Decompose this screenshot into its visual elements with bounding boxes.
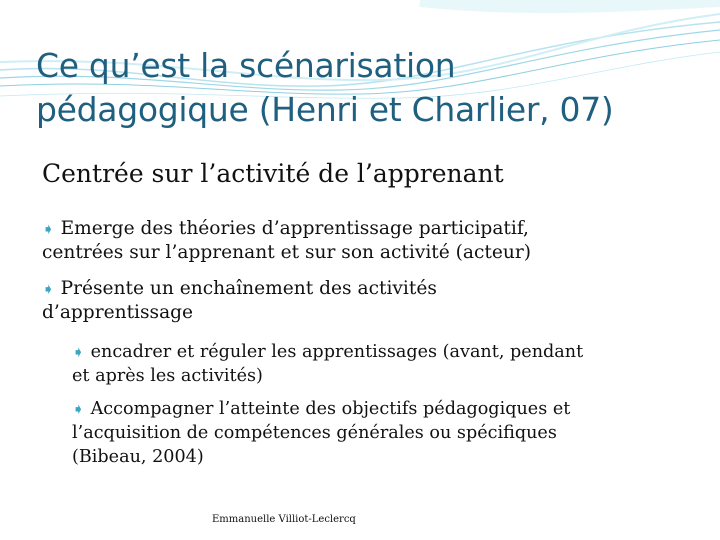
sub-bullet-1-line-2: et après les activités) (72, 366, 263, 386)
bullet-item-2 (42, 277, 682, 325)
curved-arrow-bullet-icon: ➧ (72, 343, 85, 361)
sub-bullet-2-line-1: Accompagner l’atteinte des objectifs pédagogiques et (90, 399, 571, 419)
curved-arrow-bullet-icon: ➧ (42, 280, 55, 298)
sub-bullet-item-2 (72, 397, 702, 469)
curved-arrow-bullet-icon: ➧ (42, 220, 55, 238)
slide-subtitle: Centrée sur l’activité de l’apprenant (42, 159, 504, 188)
slide-title-line-2: pédagogique (Henri et Charlier, 07) (36, 90, 614, 129)
bullet-2-line-2: d’apprentissage (42, 302, 194, 323)
footer-author: Emmanuelle Villiot-Leclercq (212, 514, 356, 525)
bullet-item-1 (42, 217, 682, 265)
sub-bullet-2-line-2: l’acquisition de compétences générales ou spécifiques (72, 423, 557, 443)
bullet-1-line-2: centrées sur l’apprenant et sur son activité (acteur) (42, 242, 532, 263)
slide-title (36, 44, 716, 132)
curved-arrow-bullet-icon: ➧ (72, 400, 85, 418)
sub-bullet-item-1 (72, 340, 702, 388)
bullet-1-line-1: Emerge des théories d’apprentissage participatif, (60, 218, 529, 239)
sub-bullet-1-line-1: encadrer et réguler les apprentissages (avant, pendant (90, 342, 584, 362)
bullet-2-line-1: Présente un enchaînement des activités (60, 278, 437, 299)
sub-bullet-2-line-3: (Bibeau, 2004) (72, 447, 204, 467)
slide-title-line-1: Ce qu’est la scénarisation (36, 46, 456, 85)
